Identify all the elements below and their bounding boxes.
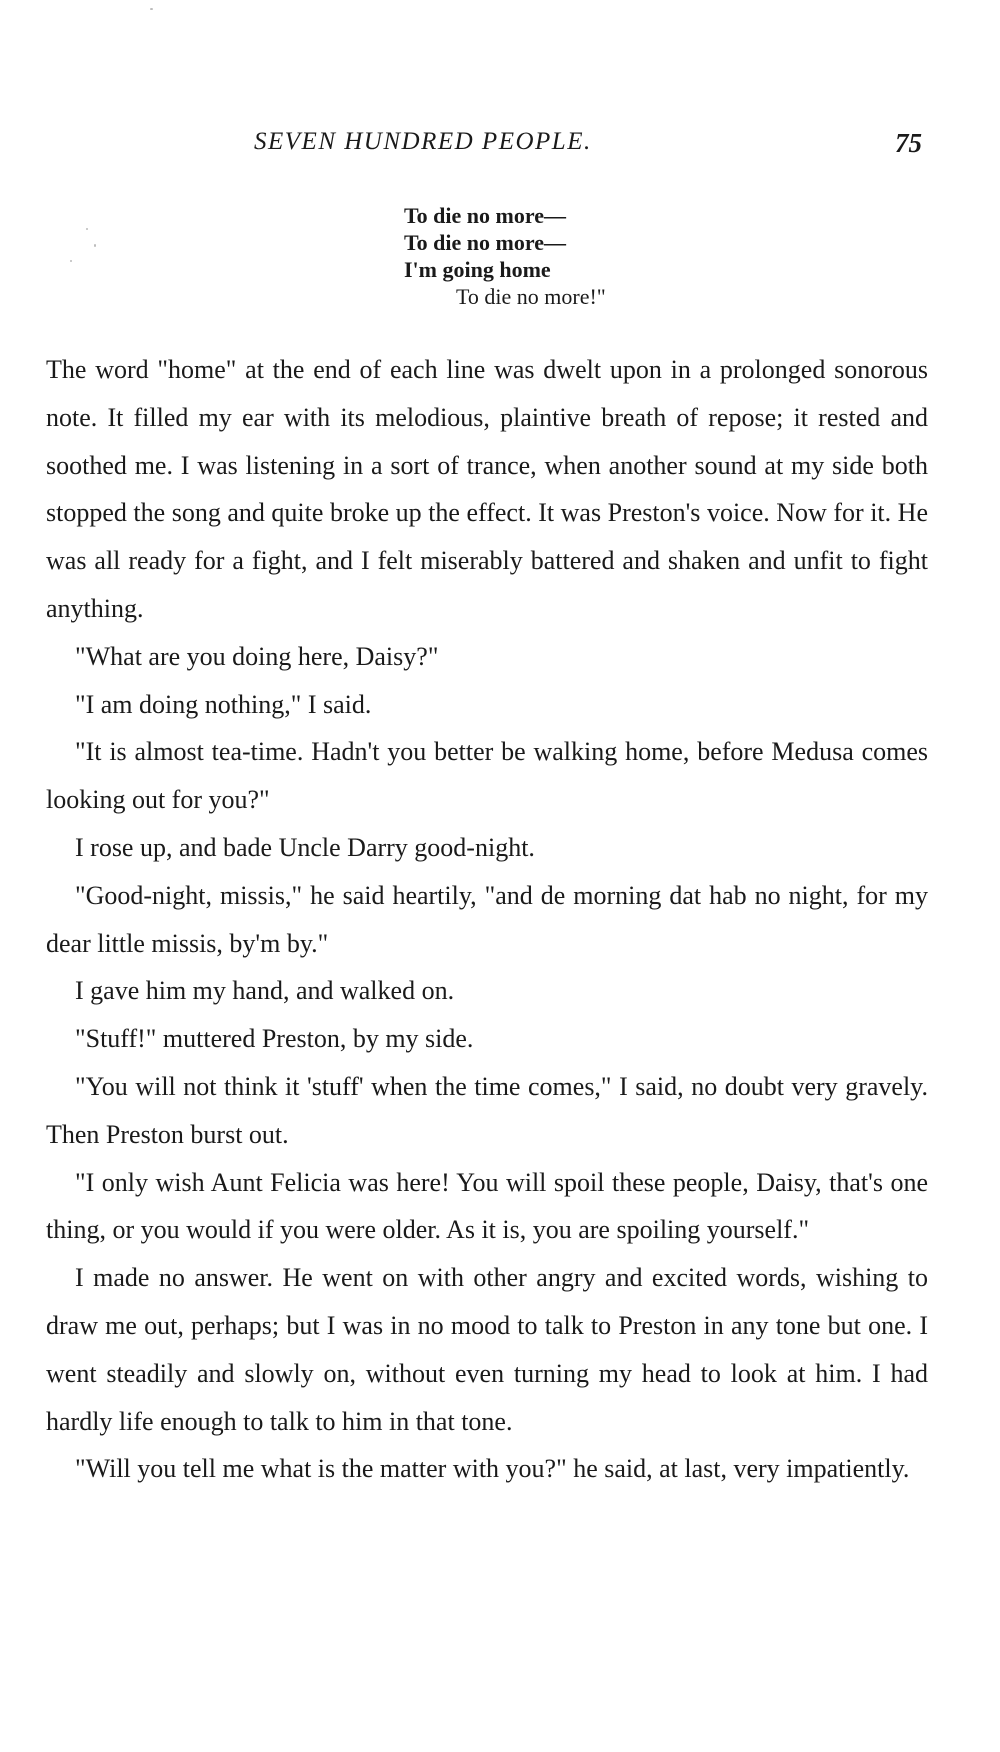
paragraph: "Stuff!" muttered Preston, by my side. bbox=[75, 1024, 474, 1054]
paragraph: I gave him my hand, and walked on. bbox=[75, 976, 455, 1006]
paper-speck bbox=[150, 8, 153, 10]
paper-speck bbox=[70, 260, 72, 262]
paragraph: I made no answer. He went on with other angry and excited words, wishing to draw me out, perhaps; but I was in no mood to talk to Preston in any tone but one. I went steadily and slowly on, without even turning my head to look at him. I had hardly life enough to talk to him in that tone. bbox=[46, 1263, 928, 1436]
page-number: 75 bbox=[895, 128, 922, 158]
paragraph: "You will not think it 'stuff' when the time comes," I said, no doubt very gravely. Then Preston burst out. bbox=[46, 1071, 928, 1149]
running-head-title: SEVEN HUNDRED PEOPLE. bbox=[254, 128, 592, 155]
running-head bbox=[0, 128, 1000, 168]
paragraph: "I only wish Aunt Felicia was here! You will spoil these people, Daisy, that's one thing, or you would if you were older. As it is, you are spoiling yourself." bbox=[46, 1167, 928, 1245]
verse-line: To die no more— bbox=[404, 230, 566, 255]
paragraph: The word "home" at the end of each line was dwelt upon in a prolonged sonorous note. It filled my ear with its melodious, plaintive breath of repose; it rested and soothed me. I was listening in a sort of trance, when another sound at my side both stopped the song and quite broke up the effect. It was Preston's voice. Now for it. He was all ready for a fight, and I felt miserably battered and shaken and unfit to fight anything. bbox=[46, 355, 928, 623]
verse-line: I'm going home bbox=[404, 257, 551, 282]
paragraph: "Good-night, missis," he said heartily, "and de morning dat hab no night, for my dear little missis, by'm by." bbox=[46, 880, 928, 958]
paper-speck bbox=[86, 228, 88, 230]
paper-speck bbox=[94, 244, 96, 247]
verse-line: To die no more— bbox=[404, 203, 566, 228]
verse-line: To die no more!" bbox=[456, 284, 606, 309]
song-verse bbox=[404, 202, 606, 310]
paragraph: I rose up, and bade Uncle Darry good-night. bbox=[75, 832, 535, 862]
paragraph: "What are you doing here, Daisy?" bbox=[75, 641, 439, 671]
paragraph: "It is almost tea-time. Hadn't you better be walking home, before Medusa comes looking out for you?" bbox=[46, 737, 928, 815]
paragraph: "I am doing nothing," I said. bbox=[75, 689, 372, 719]
body-text bbox=[46, 346, 928, 1493]
paragraph: "Will you tell me what is the matter with you?" he said, at last, very impatiently. bbox=[75, 1454, 910, 1484]
